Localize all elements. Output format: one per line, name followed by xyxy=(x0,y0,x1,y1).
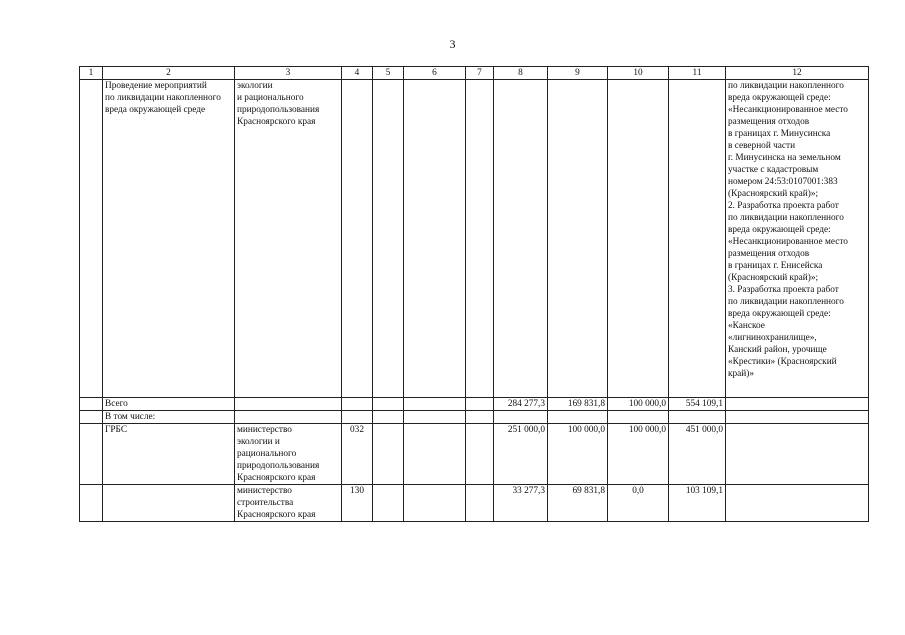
grbs-col8: 251 000,0 xyxy=(494,424,548,485)
construction-col8: 33 277,3 xyxy=(494,485,548,522)
construction-col10: 0,0 xyxy=(608,485,669,522)
text-line: вреда окружающей среде: xyxy=(728,309,831,319)
including-row xyxy=(80,411,869,424)
header-cell: 1 xyxy=(80,67,103,80)
total-col8: 284 277,3 xyxy=(494,398,548,411)
text-line: 2. Разработка проекта работ xyxy=(728,201,839,211)
text-line: (Красноярский край)»; xyxy=(728,273,819,283)
text-line: экологии и xyxy=(237,437,280,447)
header-cell: 11 xyxy=(669,67,726,80)
header-cell: 6 xyxy=(404,67,466,80)
text-line: в границах г. Минусинска xyxy=(728,129,831,139)
text-line: край)» xyxy=(728,369,755,379)
text-line: вреда окружающей среде xyxy=(105,105,206,115)
text-line: 3. Разработка проекта работ xyxy=(728,285,839,295)
grbs-col10: 100 000,0 xyxy=(608,424,669,485)
text-line: министерство xyxy=(237,425,292,435)
table-row xyxy=(80,80,869,398)
total-label: Всего xyxy=(103,398,235,411)
construction-col11: 103 109,1 xyxy=(669,485,726,522)
text-line: по ликвидации накопленного xyxy=(728,213,844,223)
text-line: г. Минусинска на земельном xyxy=(728,153,841,163)
text-line: номером 24:53:0107001:383 xyxy=(728,177,838,187)
header-cell: 3 xyxy=(235,67,342,80)
total-row xyxy=(80,398,869,411)
budget-table xyxy=(79,66,869,522)
total-col11: 554 109,1 xyxy=(669,398,726,411)
header-cell: 5 xyxy=(373,67,404,80)
construction-code: 130 xyxy=(342,485,373,522)
text-line: вреда окружающей среде: xyxy=(728,225,831,235)
text-line: Проведение мероприятий xyxy=(105,81,207,91)
text-line: «Крестики» (Красноярский xyxy=(728,357,837,367)
text-line: Канский район, урочище xyxy=(728,345,827,355)
text-line: «Несанкционированное место xyxy=(728,237,848,247)
text-line: размещения отходов xyxy=(728,117,810,127)
header-cell: 12 xyxy=(726,67,869,80)
text-line: по ликвидации накопленного xyxy=(728,81,844,91)
construction-col9: 69 831,8 xyxy=(548,485,608,522)
grbs-col11: 451 000,0 xyxy=(669,424,726,485)
text-line: размещения отходов xyxy=(728,249,810,259)
text-line: экологии xyxy=(237,81,273,91)
text-line: природопользования xyxy=(237,461,320,471)
header-cell: 4 xyxy=(342,67,373,80)
text-line: Красноярского края xyxy=(237,117,316,127)
result-description-cell xyxy=(726,80,869,398)
text-line: природопользования xyxy=(237,105,320,115)
header-cell: 7 xyxy=(466,67,494,80)
text-line: «лигнинохранилище», xyxy=(728,333,817,343)
organization-cell xyxy=(235,485,342,522)
text-line: участке с кадастровым xyxy=(728,165,819,175)
header-cell: 10 xyxy=(608,67,669,80)
text-line: (Красноярский край)»; xyxy=(728,189,819,199)
header-cell: 9 xyxy=(548,67,608,80)
including-label: В том числе: xyxy=(103,411,235,424)
text-line: строительства xyxy=(237,498,294,508)
total-col9: 169 831,8 xyxy=(548,398,608,411)
construction-row xyxy=(80,485,869,522)
organization-cell xyxy=(235,424,342,485)
text-line: Красноярского края xyxy=(237,473,316,483)
text-line: в северной части xyxy=(728,141,796,151)
grbs-row xyxy=(80,424,869,485)
organization-cell xyxy=(235,80,342,398)
text-line: рационального xyxy=(237,449,297,459)
header-cell: 2 xyxy=(103,67,235,80)
text-line: «Канское xyxy=(728,321,765,331)
text-line: и рационального xyxy=(237,93,304,103)
activity-name-cell xyxy=(103,80,235,398)
header-row xyxy=(80,67,869,80)
text-line: по ликвидации накопленного xyxy=(105,93,221,103)
header-cell: 8 xyxy=(494,67,548,80)
text-line: Красноярского края xyxy=(237,510,316,520)
grbs-label: ГРБС xyxy=(103,424,235,485)
text-line: «Несанкционированное место xyxy=(728,105,848,115)
text-line: в границах г. Енисейска xyxy=(728,261,823,271)
total-col10: 100 000,0 xyxy=(608,398,669,411)
text-line: по ликвидации накопленного xyxy=(728,297,844,307)
text-line: вреда окружающей среде: xyxy=(728,93,831,103)
text-line: министерство xyxy=(237,486,292,496)
grbs-col9: 100 000,0 xyxy=(548,424,608,485)
grbs-code: 032 xyxy=(342,424,373,485)
page-number: 3 xyxy=(449,37,456,51)
